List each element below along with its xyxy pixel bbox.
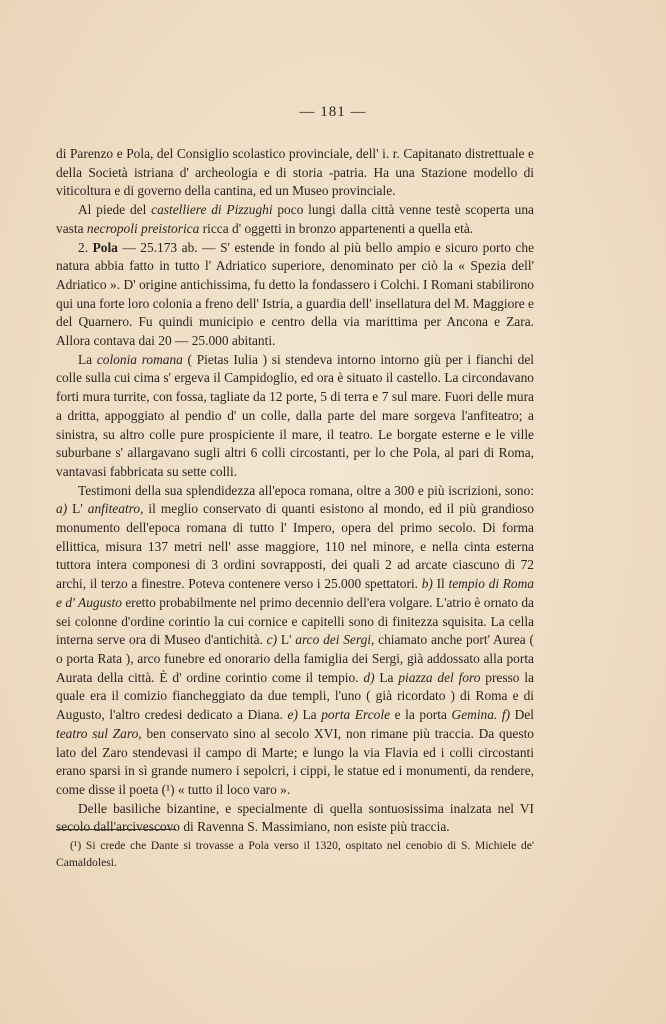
text-segment: Pola: [92, 239, 118, 255]
text-segment: castelliere di Pizzughi: [151, 202, 273, 218]
text-segment: ( Pietas Iulia ) si stendeva intorno intorno giù per i fianchi del colle sulla cui cima s' ergeva il Campidoglio, ed ora è situato il castello. La circondavano forti mura turrite, con fossa, tagliate da 12 porte, 5 di terra e 7 sul mare. Fuori delle mura a dritta, appoggiato al pendio d' un colle, dalla parte del mare sorgeva l'anfiteatro; a sinistra, su altro colle pure prospiciente il mare, il teatro. Le borgate esterne e le ville suburbane s' allargavano sugli altri 6 colli circostanti, per lo che Pola, al pari di Roma, vantavasi fabbricata su sette colli.: [56, 351, 534, 479]
paragraph-p5: [56, 482, 534, 800]
text-segment: , chiamato anche port' Aurea ( o porta Rata ), arco funebre ed onorario della famiglia dei Sergi, già addossato alla porta Aurata della città. È d' ordine corintio come il tempio.: [56, 632, 534, 685]
text-segment: e la porta: [390, 707, 452, 723]
paragraph-p1: [56, 145, 534, 201]
text-segment: La: [374, 669, 399, 685]
text-segment: Del: [510, 707, 534, 723]
text-segment: ricca d' oggetti in bronzo appartenenti a quella età.: [199, 220, 474, 236]
text-segment: b): [421, 576, 433, 592]
text-segment: porta Ercole: [321, 707, 391, 723]
text-segment: eretto probabilmente nel primo decennio dell'era volgare. L'atrio è ornato da sei colonne d'ordine corintio la cui cornice e capitelli sono di finitezza squisita. La cella interna serve ora di Museo d'antichità.: [56, 594, 534, 648]
text-segment: presso la quale era il comizio fiancheggiato da due templi, l'uno ( già ricordato ) di Roma e di Augusto, l'altro credesi dedicato a Diana.: [56, 669, 534, 723]
text-segment: teatro sul Zaro: [56, 725, 139, 741]
paragraph-p6: [56, 800, 534, 837]
text-segment: a): [56, 501, 68, 517]
footnote: (¹) Si crede che Dante si trovasse a Pola verso il 1320, ospitato nel cenobio di S. Michiele de' Camaldolesi.: [56, 839, 534, 869]
footnote-divider: [56, 829, 176, 830]
text-segment: Delle basiliche bizantine, e specialmente di quella sontuosissima inalzata nel VI secolo dall'arcivescovo di Ravenna S. Massimiano, non esiste più traccia.: [56, 800, 534, 835]
text-segment: Al piede del: [78, 202, 152, 218]
page-number: — 181 —: [299, 104, 367, 120]
text-segment: La: [78, 351, 97, 367]
body-text: [56, 145, 534, 837]
text-segment: piazza del foro: [398, 669, 481, 685]
text-segment: Il: [432, 576, 449, 592]
text-segment: L': [277, 632, 296, 648]
text-segment: poco lungi dalla città venne testè scoperta una vasta: [56, 202, 535, 236]
text-segment: L': [67, 501, 88, 517]
text-segment: , ben conservato sino al secolo XVI, non rimane più traccia. Da questo lato del Zaro stendevasi il campo di Marte; e lungo la via Flavia ed i colli circostanti erano sparsi in sì grande numero i sepolcri, i cippi, le statue ed i monumenti, da rendere, come disse il poeta (¹) « tutto il loco varo ».: [56, 725, 534, 797]
text-segment: 2.: [78, 239, 93, 255]
paragraph-p3: [56, 239, 534, 351]
text-segment: e): [287, 707, 298, 723]
text-segment: c): [266, 632, 278, 648]
text-segment: anfiteatro: [87, 501, 141, 517]
text-segment: di Parenzo e Pola, del Consiglio scolastico provinciale, dell' i. r. Capitanato distrettuale e della Società istriana d' archeologia e di storia -patria. Ha una Stazione modello di viticoltura e di governo della cantina, ed un Museo provinciale.: [56, 146, 534, 199]
text-segment: colonia romana: [96, 351, 183, 367]
text-segment: arco dei Sergi: [295, 632, 371, 648]
paragraph-p2: [56, 201, 534, 238]
text-segment: , il meglio conservato di quanti esistono al mondo, ed il più grandioso monumento dell'epoca romana di tutto l' Impero, opera del primo secolo. Di forma ellittica, misura 137 metri nell' asse maggiore, 110 nel minore, e nella cinta esterna tuttora intera componesi di 3 ordini sovrapposti, dei quali 2 ad arcate ciascuno di 72 archi, il terzo a finestre. Poteva contenere verso i 25.000 spettatori.: [56, 501, 534, 592]
text-segment: — 25.173 ab. — S' estende in fondo al più bello ampio e sicuro porto che natura abbia fatto in tutto l' Adriatico superiore, denominato per ciò la « Spezia dell' Adriatico ». D' origine antichissima, fu detto la fondassero i Colchi. I Romani stabilirono qui una forte loro colonia a freno dell' Istria, a guardia dell' insellatura del M. Maggiore e del Quarnero. Fu quindi municipio e centro della via marittima per Ancona e Zara. Allora contava dai 20 — 25.000 abitanti.: [56, 239, 535, 349]
text-segment: d): [363, 669, 375, 685]
text-segment: tempio di Roma e d' Augusto: [56, 576, 534, 610]
text-segment: Gemina. f): [451, 707, 511, 723]
text-segment: Testimoni della sua splendidezza all'epoca romana, oltre a 300 e più iscrizioni, sono:: [78, 482, 534, 498]
text-segment: La: [297, 707, 322, 723]
text-segment: necropoli preistorica: [86, 220, 200, 236]
paragraph-p4: [56, 351, 534, 482]
